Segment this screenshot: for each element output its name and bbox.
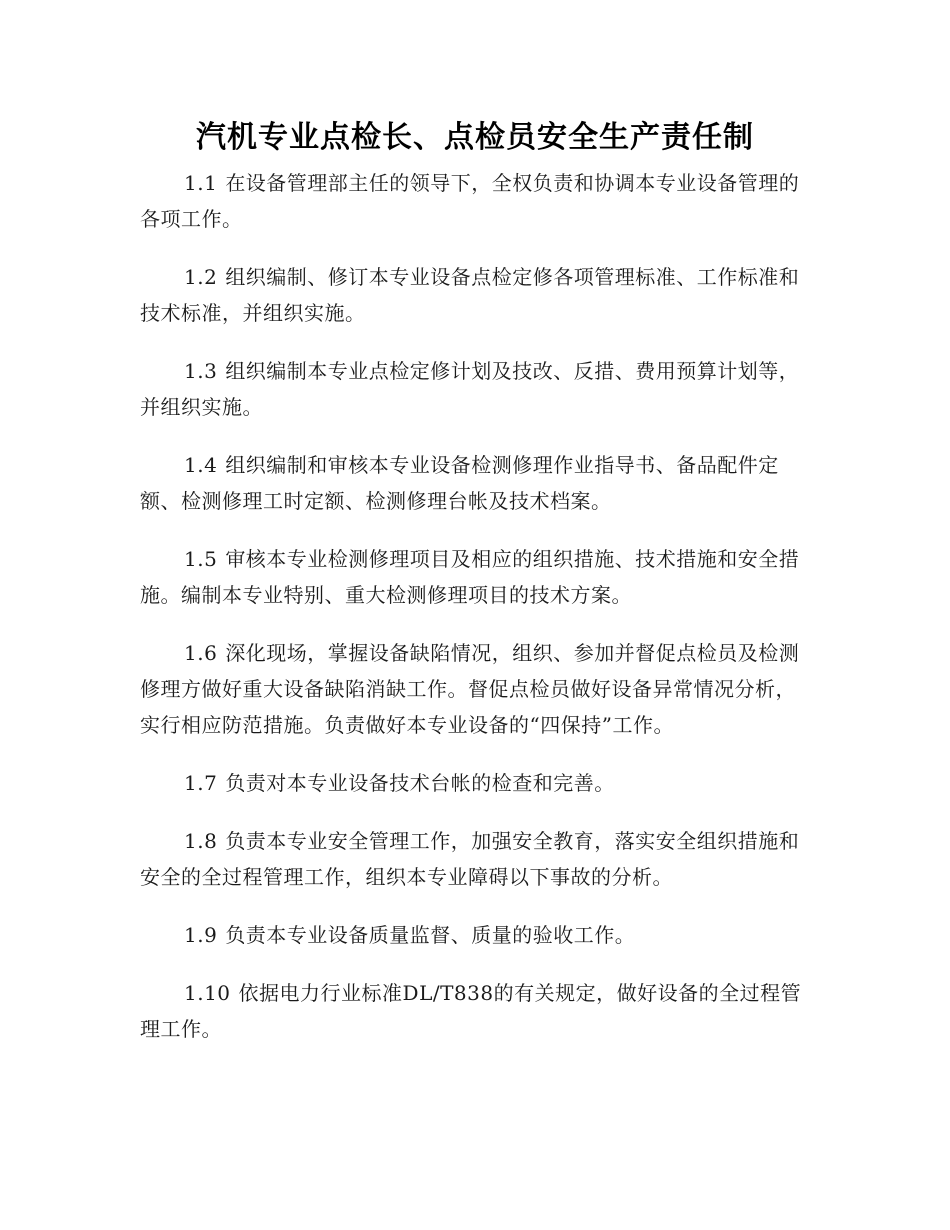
paragraph-text: 组织编制和审核本专业设备检测修理作业指导书、备品配件定额、检测修理工时定额、检测修理台帐及技术档案。 bbox=[140, 453, 779, 513]
paragraph-text: 负责对本专业设备技术台帐的检查和完善。 bbox=[225, 771, 615, 795]
paragraph-text: 深化现场，掌握设备缺陷情况，组织、参加并督促点检员及检测修理方做好重大设备缺陷消缺工作。督促点检员做好设备异常情况分析，实行相应防范措施。负责做好本专业设备的“四保持”工作。 bbox=[140, 641, 800, 737]
paragraph-number: 1.7 bbox=[184, 771, 218, 795]
paragraph-number: 1.6 bbox=[184, 641, 218, 665]
paragraph-number: 1.5 bbox=[184, 547, 218, 571]
paragraph-text: 审核本专业检测修理项目及相应的组织措施、技术措施和安全措施。编制本专业特别、重大检测修理项目的技术方案。 bbox=[140, 547, 800, 607]
paragraph-text: 负责本专业安全管理工作，加强安全教育，落实安全组织措施和安全的全过程管理工作，组织本专业障碍以下事故的分析。 bbox=[140, 829, 800, 889]
paragraph-number: 1.1 bbox=[184, 171, 218, 195]
paragraph-1-10 bbox=[140, 975, 802, 1047]
paragraph-1-4 bbox=[140, 447, 802, 519]
paragraph-text: 依据电力行业标准DL/T838的有关规定，做好设备的全过程管理工作。 bbox=[140, 981, 802, 1041]
paragraph-1-6 bbox=[140, 635, 802, 743]
paragraph-1-1 bbox=[140, 165, 802, 237]
document-body bbox=[140, 165, 802, 1069]
paragraph-number: 1.8 bbox=[184, 829, 218, 853]
paragraph-1-8 bbox=[140, 823, 802, 895]
document-title: 汽机专业点检长、点检员安全生产责任制 bbox=[196, 120, 754, 155]
paragraph-number: 1.2 bbox=[184, 265, 218, 289]
paragraph-text: 在设备管理部主任的领导下，全权负责和协调本专业设备管理的各项工作。 bbox=[140, 171, 800, 231]
paragraph-number: 1.3 bbox=[184, 359, 218, 383]
paragraph-number: 1.4 bbox=[184, 453, 218, 477]
paragraph-text: 组织编制、修订本专业设备点检定修各项管理标准、工作标准和技术标准，并组织实施。 bbox=[140, 265, 800, 325]
paragraph-1-5 bbox=[140, 541, 802, 613]
paragraph-text: 负责本专业设备质量监督、质量的验收工作。 bbox=[225, 923, 636, 947]
paragraph-1-2 bbox=[140, 259, 802, 331]
paragraph-1-3 bbox=[140, 353, 802, 425]
paragraph-number: 1.9 bbox=[184, 923, 218, 947]
paragraph-number: 1.10 bbox=[184, 981, 231, 1005]
paragraph-1-9 bbox=[140, 917, 802, 953]
paragraph-1-7 bbox=[140, 765, 802, 801]
paragraph-text: 组织编制本专业点检定修计划及技改、反措、费用预算计划等，并组织实施。 bbox=[140, 359, 800, 419]
